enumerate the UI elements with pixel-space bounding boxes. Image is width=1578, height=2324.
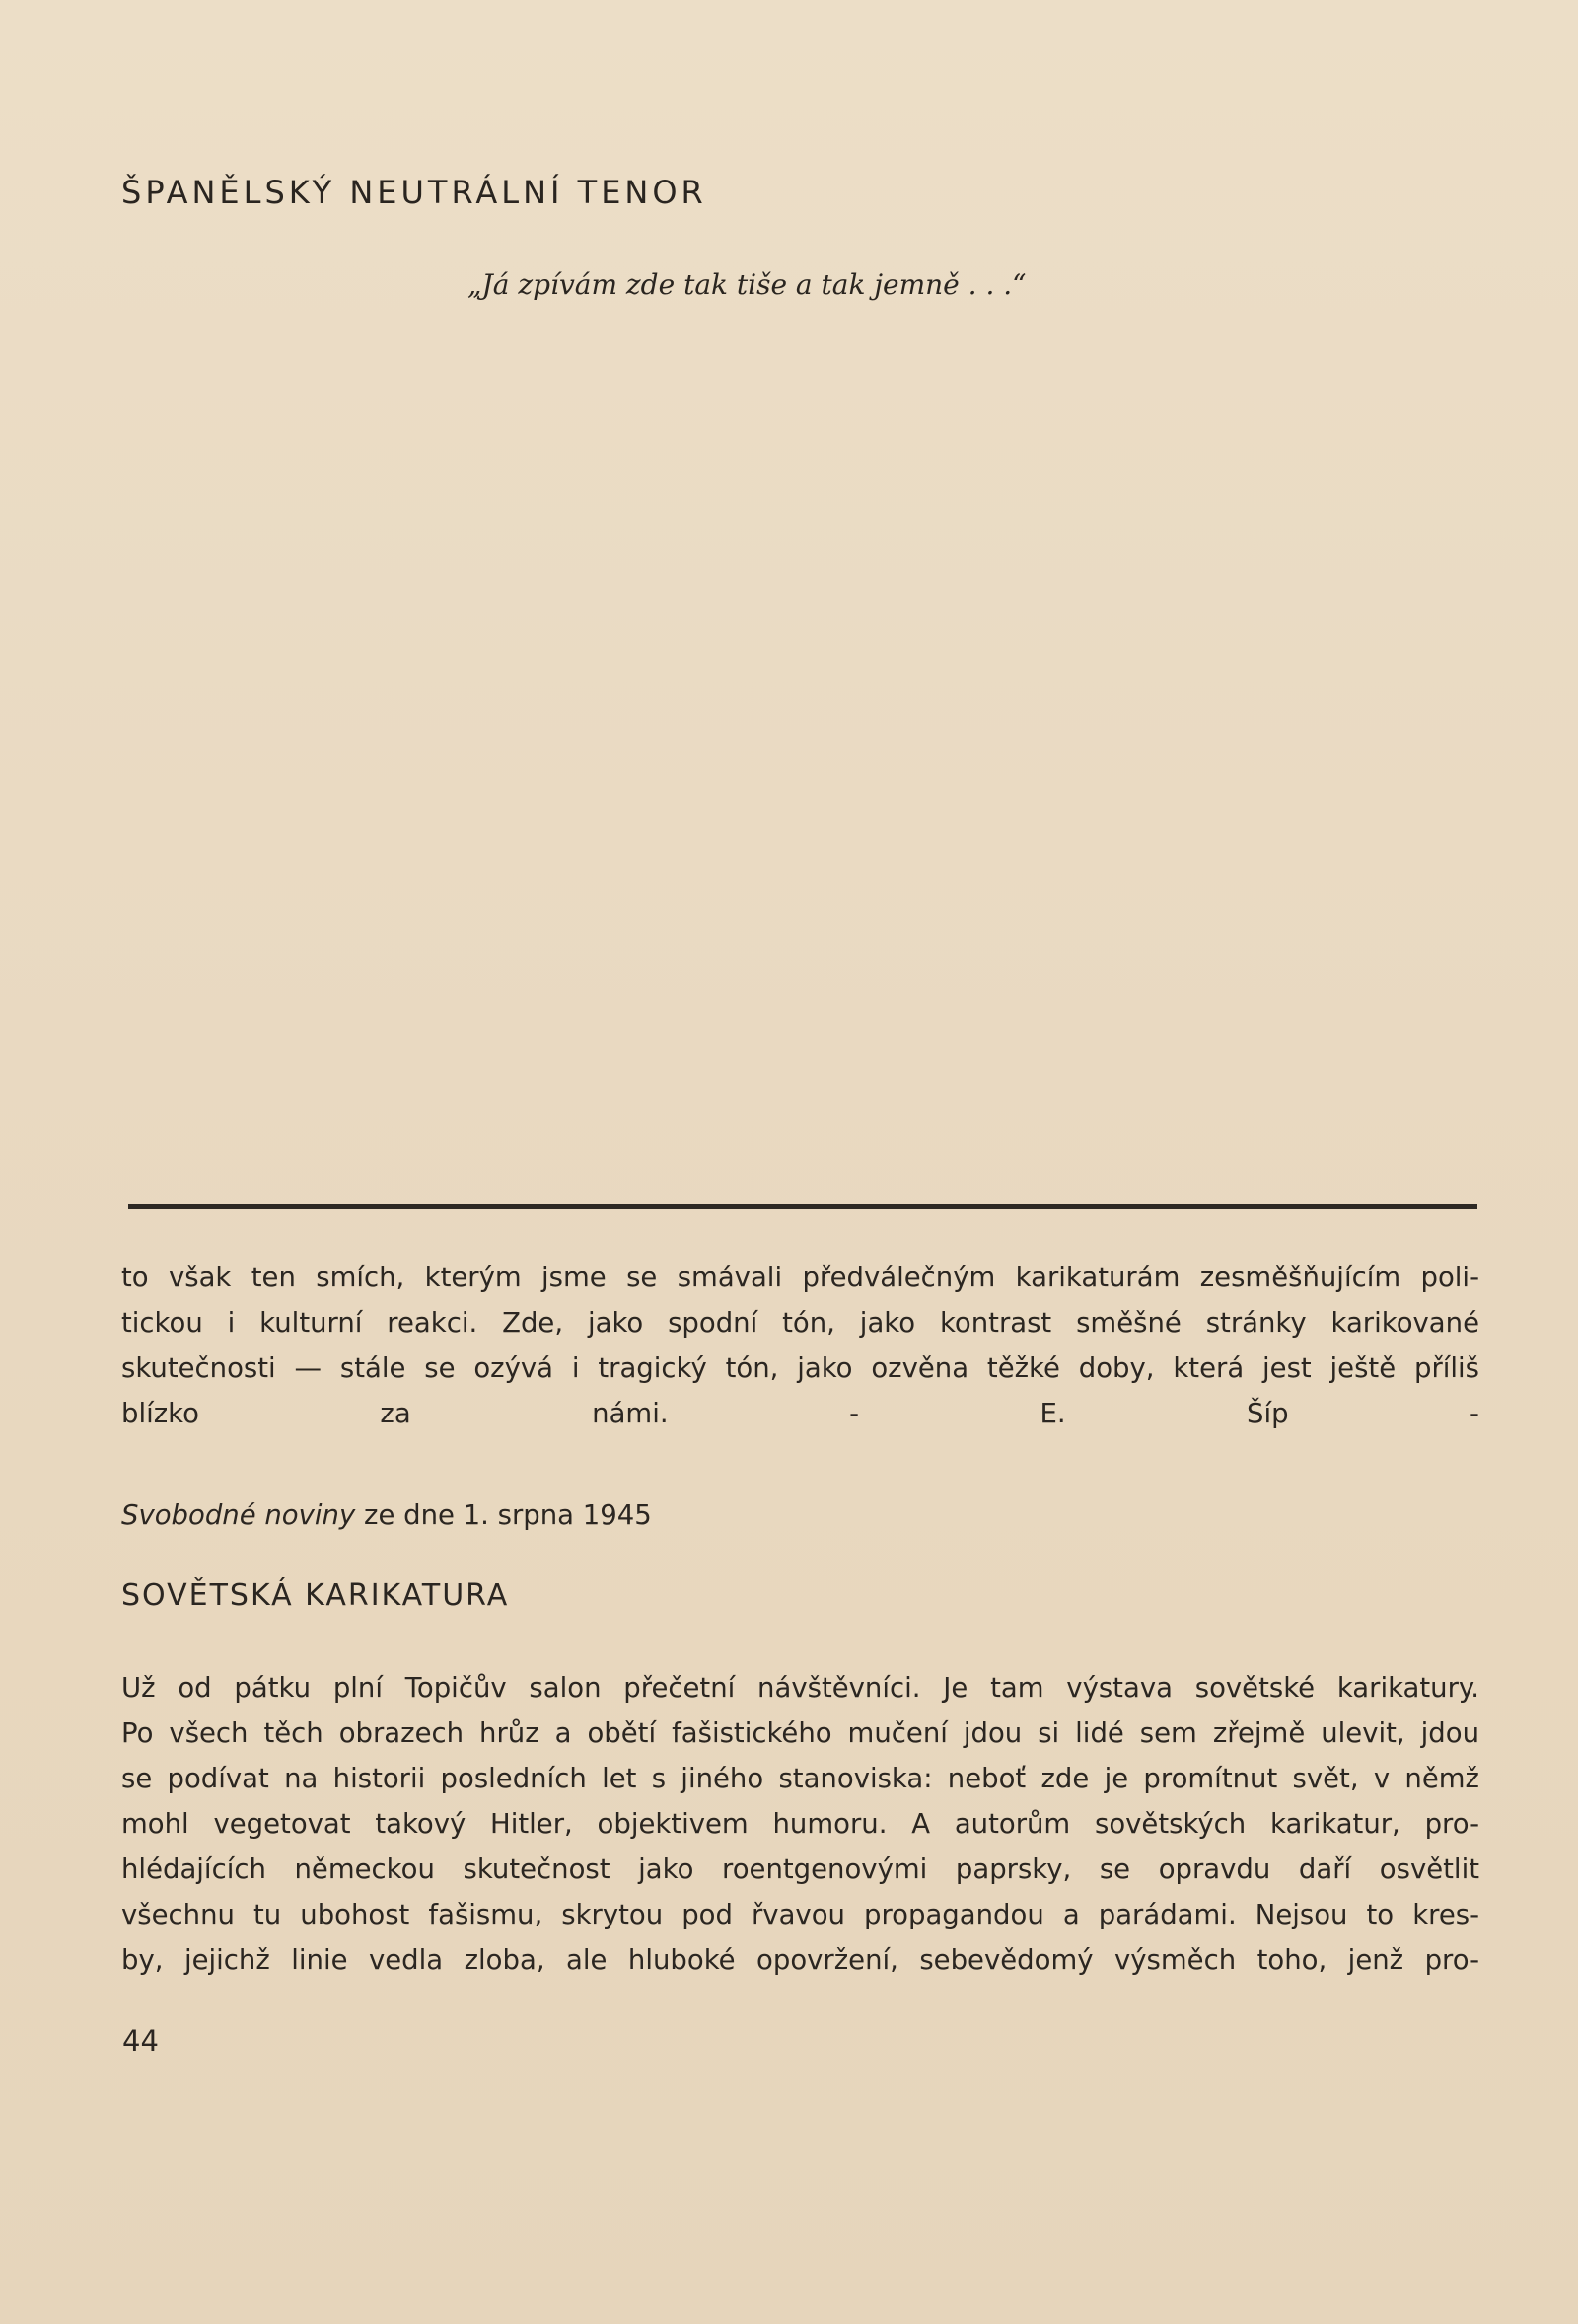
article-line: všechnu tu ubohost fašismu, skrytou pod řvavou propagandou a parádami. Nejsou to kres- [121,1899,1479,1930]
section-divider [128,1204,1477,1209]
review-line: blízko za námi. [121,1398,669,1429]
cartoon-title: ŠPANĚLSKÝ NEUTRÁLNÍ TENOR [121,174,707,211]
source-date: ze dne 1. srpna 1945 [364,1499,652,1531]
review-line: skutečnosti — stále se ozývá i tragický tón, jako ozvěna těžké doby, která jest ještě příliš [121,1352,1479,1384]
author-signature: - E. Šíp - [849,1398,1479,1429]
page-number: 44 [122,2024,159,2058]
article-title: SOVĚTSKÁ KARIKATURA [121,1578,510,1613]
article-text [121,1665,1479,1983]
article-line: Už od pátku plní Topičův salon přečetní návštěvníci. Je tam výstava sovětské karikatury. [121,1672,1479,1704]
article-line: mohl vegetovat takový Hitler, objektivem humoru. A autorům sovětských karikatur, pro- [121,1808,1479,1840]
review-line: to však ten smích, kterým jsme se smávali předválečným karikaturám zesměšňujícím poli- [121,1262,1479,1293]
article-line: Po všech těch obrazech hrůz a obětí fašistického mučení jdou si lidé sem zřejmě ulevit, jdou [121,1717,1479,1749]
source-citation [121,1499,652,1531]
article-line: hlédajících německou skutečnost jako roentgenovými paprsky, se opravdu daří osvětlit [121,1853,1479,1885]
article-line: by, jejichž linie vedla zloba, ale hluboké opovržení, sebevědomý výsměch toho, jenž pro- [121,1944,1479,1976]
review-line: tickou i kulturní reakci. Zde, jako spodní tón, jako kontrast směšné stránky karikované [121,1307,1479,1339]
cartoon-caption: „Já zpívám zde tak tiše a tak jemně . . .“ [467,268,1027,301]
newspaper-name: Svobodné noviny [121,1499,356,1531]
review-last-line [121,1391,1479,1436]
article-line: se podívat na historii posledních let s jiného stanoviska: neboť zde je promítnut svět, v němž [121,1763,1479,1794]
review-text [121,1255,1479,1436]
